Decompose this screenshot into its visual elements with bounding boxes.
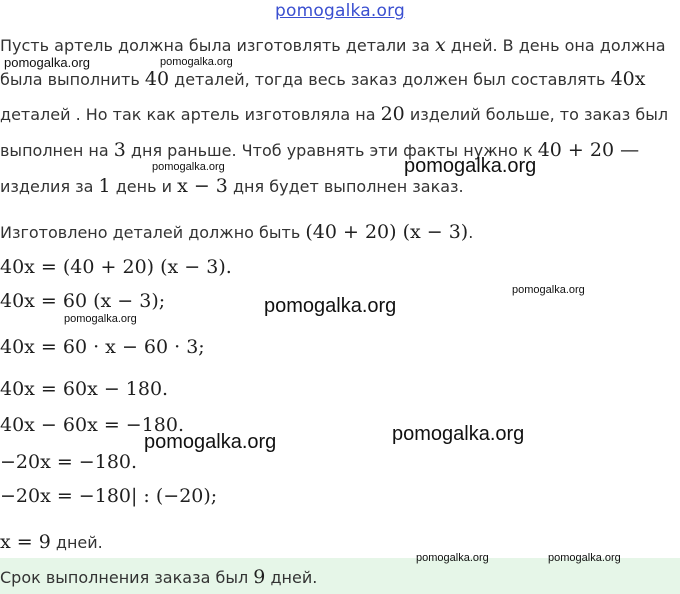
equation-5: 40x − 60x = −180. [0, 414, 185, 436]
watermark: pomogalka.org [392, 423, 525, 445]
equation-2: 40x = 60 (x − 3); [0, 290, 166, 312]
answer-text: Срок выполнения заказа был [0, 568, 254, 587]
watermark: pomogalka.org [548, 552, 621, 564]
watermark: pomogalka.org [144, 431, 277, 453]
answer-unit: дней. [265, 568, 318, 587]
watermark: pomogalka.org [264, 295, 397, 317]
paragraph-line-3 [0, 103, 680, 125]
equation-3: 40x = 60 · x − 60 · 3; [0, 336, 205, 358]
equation-1: 40x = (40 + 20) (x − 3). [0, 256, 232, 278]
text: дней. В день она должна [445, 36, 666, 55]
watermark: pomogalka.org [404, 155, 537, 177]
equation-4: 40x = 60x − 180. [0, 378, 169, 400]
math-expr: x = 9 [0, 531, 51, 553]
text: дня раньше. Чтоб уравнять эти факты нужно к [125, 141, 538, 160]
paragraph-line-5 [0, 175, 680, 197]
paragraph-line-4 [0, 139, 680, 161]
text: дня будет выполнен заказ. [227, 177, 464, 196]
text: . [468, 223, 474, 242]
equation-7: −20x = −180| : (−20); [0, 485, 218, 507]
watermark: pomogalka.org [160, 56, 233, 68]
watermark: pomogalka.org [152, 161, 225, 173]
equation-8 [0, 531, 680, 553]
text: Пусть артель должна была изготовлять детали за [0, 36, 435, 55]
watermark: pomogalka.org [512, 284, 585, 296]
math-var: x [434, 34, 446, 56]
answer-number: 9 [253, 566, 266, 588]
paragraph-line-2 [0, 68, 680, 90]
math-expr: (40 + 20) (x − 3) [305, 221, 469, 243]
text: Изготовлено деталей должно быть [0, 223, 306, 242]
equation-6: −20x = −180. [0, 451, 138, 473]
text: день и [110, 177, 178, 196]
text: деталей, тогда весь заказ должен был составлять [169, 70, 611, 89]
paragraph-line-1 [0, 34, 680, 56]
text: была выполнить [0, 70, 145, 89]
math-expr: 40 + 20 — [537, 139, 640, 161]
answer-line [0, 566, 317, 588]
math-number: 20 [380, 103, 405, 125]
math-expr: x − 3 [177, 175, 228, 197]
watermark: pomogalka.org [416, 552, 489, 564]
watermark: pomogalka.org [4, 55, 90, 70]
text: выполнен на [0, 141, 114, 160]
math-number: 3 [113, 139, 126, 161]
math-expr: 40x [610, 68, 646, 90]
text: деталей . Но так как артель изготовляла на [0, 105, 381, 124]
made-line [0, 221, 680, 243]
math-number: 1 [98, 175, 111, 197]
math-number: 40 [144, 68, 170, 90]
unit-text: дней. [50, 533, 103, 552]
site-logo-link[interactable]: pomogalka.org [275, 1, 405, 21]
text: изделий больше, то заказ был [404, 105, 669, 124]
text: изделия за [0, 177, 99, 196]
watermark: pomogalka.org [64, 313, 137, 325]
